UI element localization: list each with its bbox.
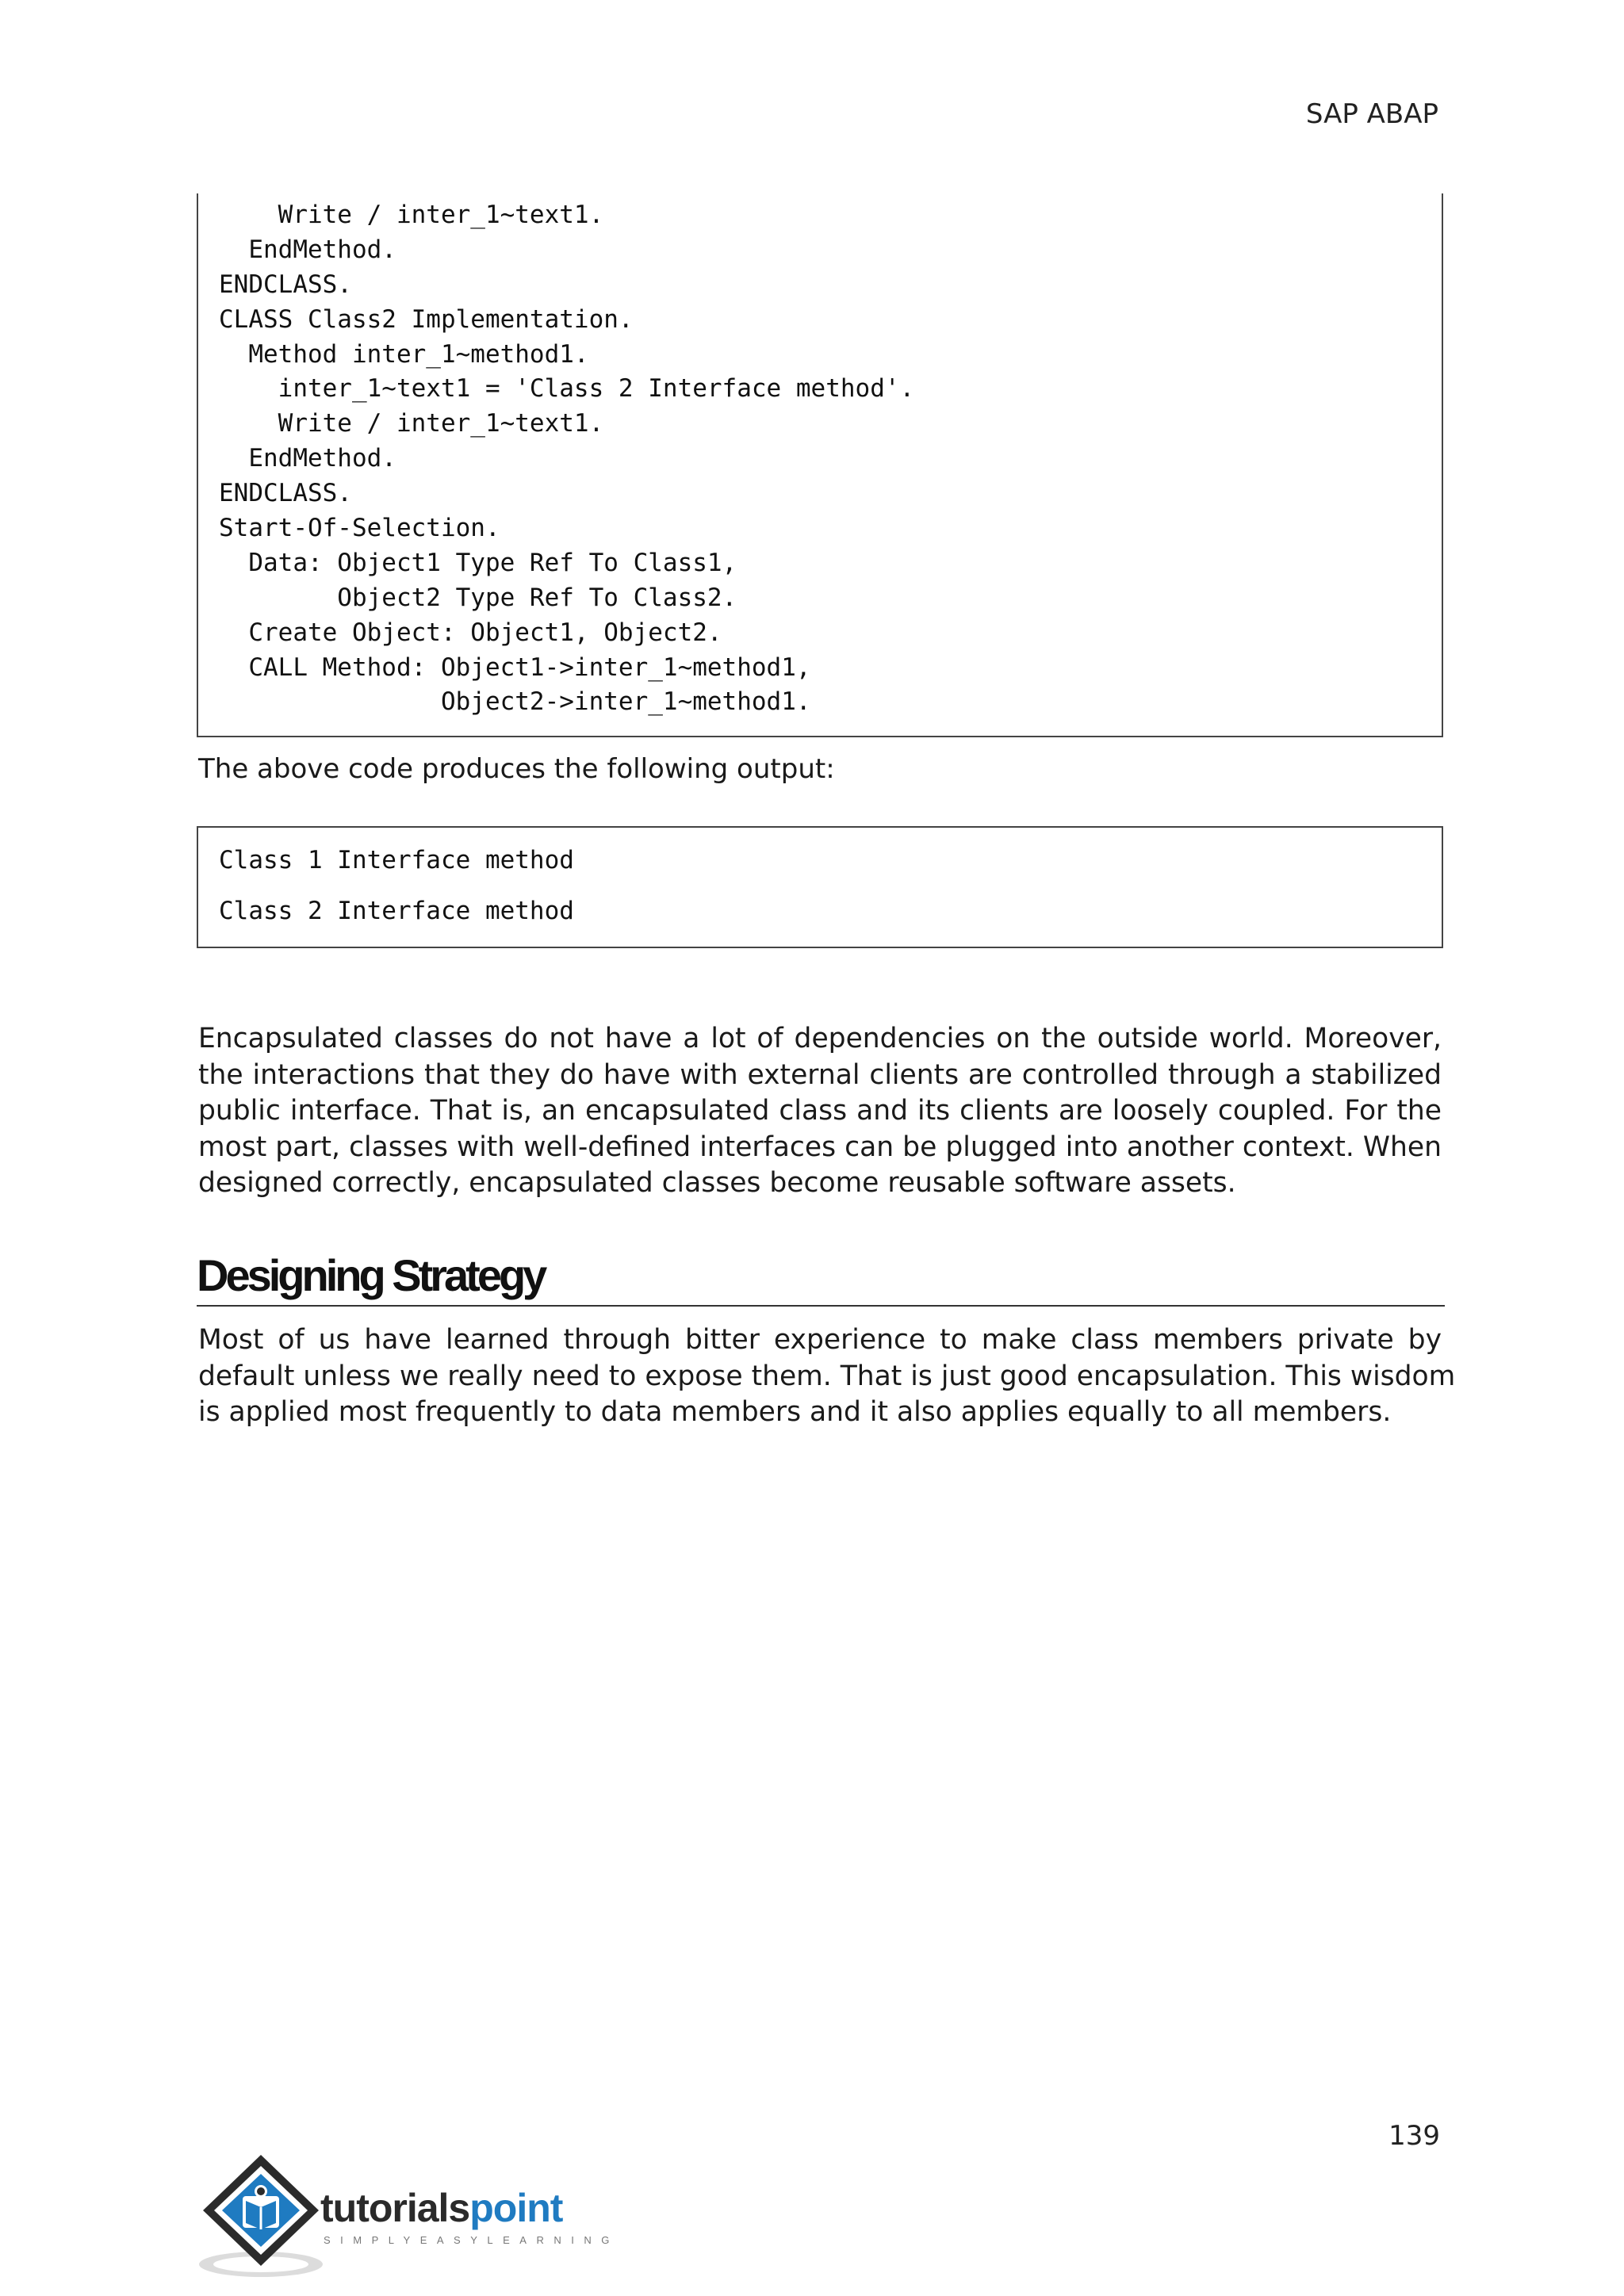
- code-line: Write / inter_1~text1.: [219, 409, 604, 438]
- code-line: ENDCLASS.: [219, 270, 352, 299]
- code-line: Write / inter_1~text1.: [219, 201, 604, 229]
- logo-wordmark-part1: tutorials: [320, 2186, 470, 2230]
- code-line: Method inter_1~method1.: [219, 339, 589, 369]
- code-line: CLASS Class2 Implementation.: [219, 304, 634, 334]
- code-line: Data: Object1 Type Ref To Class1,: [219, 548, 737, 577]
- logo-wordmark-part2: point: [469, 2186, 563, 2230]
- designing-strategy-paragraph: [198, 1322, 1456, 1431]
- code-line: CALL Method: Object1->inter_1~method1,: [219, 652, 811, 682]
- output-block: [197, 826, 1443, 948]
- encapsulation-paragraph: [198, 1021, 1442, 1202]
- paragraph-line: Most of us have learned through bitter experience to make class members private by: [198, 1324, 1442, 1356]
- output-line: Class 2 Interface method: [219, 897, 574, 925]
- page-number: 139: [1388, 2120, 1440, 2152]
- paragraph-line: the interactions that they do have with external clients are controlled through a stabilized: [198, 1058, 1442, 1091]
- paragraph-line: is applied most frequently to data members and it also applies equally to all members.: [198, 1396, 1392, 1428]
- code-block: [197, 193, 1443, 737]
- code-line: Object2->inter_1~method1.: [219, 687, 811, 717]
- paragraph-line: public interface. That is, an encapsulated class and its clients are loosely coupled. For the: [198, 1095, 1442, 1127]
- output-intro-text: The above code produces the following output:: [198, 753, 835, 785]
- paragraph-line: default unless we really need to expose them. That is just good encapsulation. This wisdom: [198, 1360, 1456, 1392]
- section-heading: Designing Strategy: [197, 1248, 1445, 1307]
- output-line: Class 1 Interface method: [219, 846, 574, 874]
- logo-wordmark: [320, 2185, 562, 2231]
- code-line: Create Object: Object1, Object2.: [219, 618, 722, 647]
- paragraph-line: most part, classes with well-defined interfaces can be plugged into another context. When: [198, 1131, 1442, 1163]
- code-line: EndMethod.: [219, 444, 396, 473]
- logo-tagline: SIMPLYEASYLEARNING: [324, 2234, 619, 2246]
- code-line: Start-Of-Selection.: [219, 514, 500, 543]
- logo-diamond-icon: [193, 2147, 328, 2282]
- code-line: Object2 Type Ref To Class2.: [219, 583, 737, 612]
- code-line: EndMethod.: [219, 235, 396, 264]
- code-line: ENDCLASS.: [219, 479, 352, 508]
- code-line: inter_1~text1 = 'Class 2 Interface method'.: [219, 374, 915, 404]
- paragraph-line: Encapsulated classes do not have a lot of dependencies on the outside world. Moreover,: [198, 1023, 1442, 1054]
- running-header-title: SAP ABAP: [1305, 98, 1438, 130]
- paragraph-line: designed correctly, encapsulated classes become reusable software assets.: [198, 1167, 1236, 1199]
- tutorialspoint-logo: [193, 2147, 638, 2282]
